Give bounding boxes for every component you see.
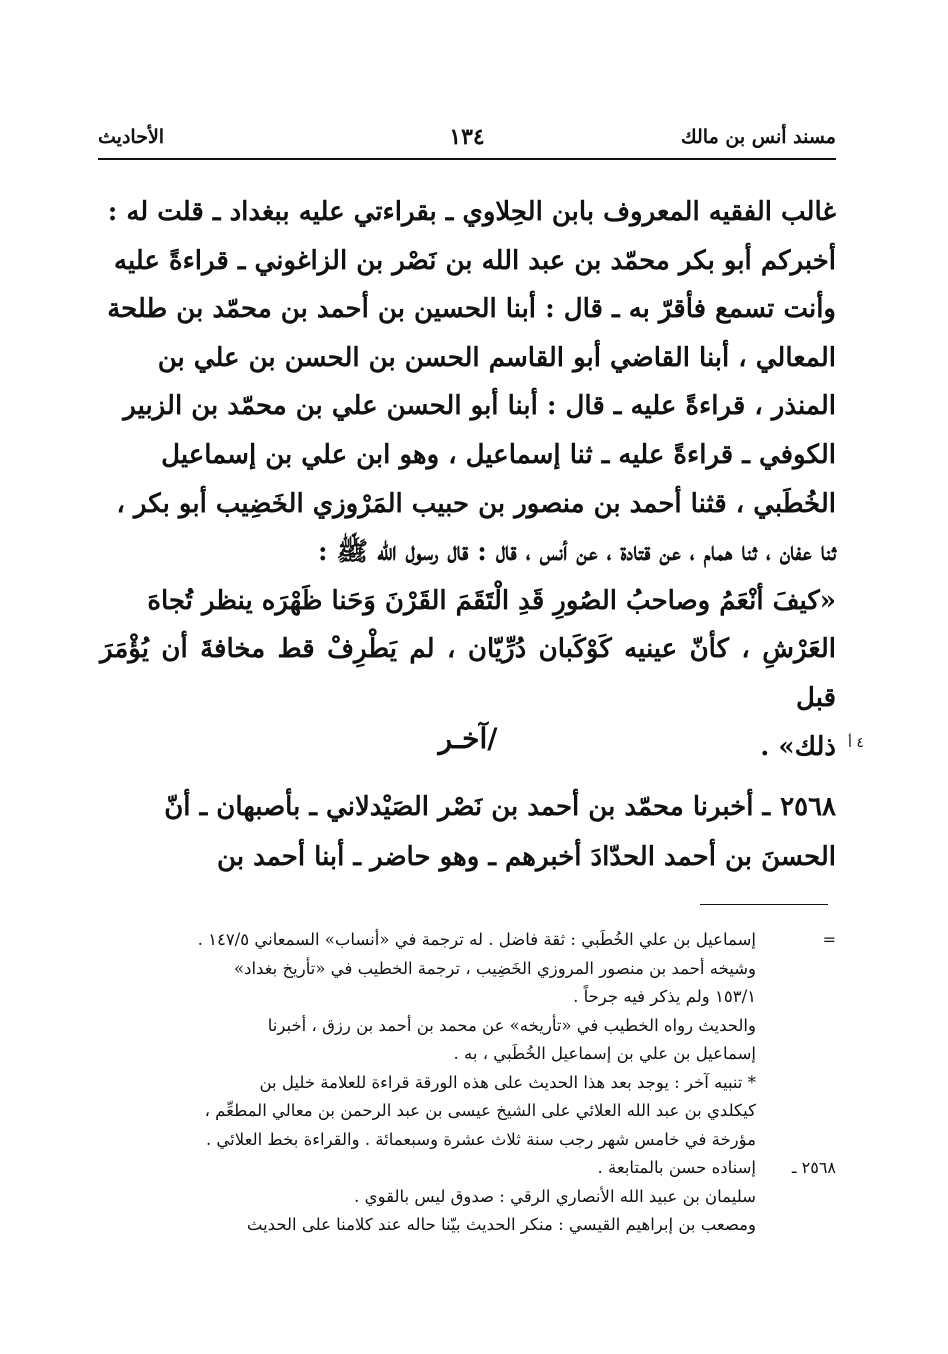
footnote-text — [98, 926, 756, 1154]
footnote-line: إسناده حسن بالمتابعة . — [597, 1158, 756, 1177]
hadith-line: الحسنَ بن أحمد الحدّادَ أخبرهم ـ وهو حاضر ـ أبنا أحمد بن — [217, 842, 836, 872]
text-line: ذلك» . — [760, 731, 836, 762]
hadith-2568 — [100, 782, 836, 882]
footnote-continuation — [98, 926, 836, 1154]
book-title: مسند أنس بن مالك — [681, 126, 836, 148]
page-number: ١٣٤ — [449, 124, 485, 150]
footnote-line: ومصعب بن إبراهيم القيسي : منكر الحديث بيّنا حاله عند كلامنا على الحديث — [246, 1215, 756, 1234]
text-line: المنذر ، قراءةً عليه ـ قال : أبنا أبو الحسن علي بن محمّد بن الزبير — [123, 391, 836, 422]
hadith-number: ٢٥٦٨ — [780, 792, 836, 822]
footnotes — [98, 926, 836, 1240]
text-line: الكوفي ـ قراءةً عليه ـ ثنا إسماعيل ، وهو ابن علي بن إسماعيل — [161, 439, 836, 470]
text-line: «كيفَ أنْعَمُ وصاحبُ الصُورِ قَدِ الْتَقَمَ القَرْنَ وَحَنا ظَهْرَه ينظر تُجاهَ — [147, 585, 836, 616]
text-line: وأنت تسمع فأقرّ به ـ قال : أبنا الحسين بن أحمد بن محمّد بن طلحة — [107, 294, 836, 325]
footnote-line: إسماعيل بن علي بن إسماعيل الخُطَبي ، به . — [453, 1044, 756, 1063]
footnote-line: * تنبيه آخر : يوجد بعد هذا الحديث على هذه الورقة قراءة للعلامة خليل بن — [259, 1072, 756, 1092]
footnote-line: وشيخه أحمد بن منصور المروزي الخَضِيب ، ترجمة الخطيب في «تأريخ بغداد» — [234, 958, 756, 978]
footnote-line: كيكلدي بن عبد الله العلائي على الشيخ عيسى بن عبد الرحمن بن معالي المطعِّم ، — [204, 1101, 756, 1120]
page-header — [98, 122, 836, 156]
footnote-line: سليمان بن عبيد الله الأنصاري الرقي : صدوق ليس بالقوي . — [354, 1186, 756, 1206]
footnote-line: مؤرخة في خامس شهر رجب سنة ثلاث عشرة وسبعمائة . والقراءة بخط العلائي . — [205, 1129, 756, 1149]
footnote-line: والحديث رواه الخطيب في «تأريخه» عن محمد بن أحمد بن رزق ، أخبرنا — [267, 1015, 756, 1035]
text-line: العَرْشِ ، كأنّ عينيه كَوْكَبان دُرِّيّان ، لم يَطْرِفْ قط مخافةَ أن يُؤْمَرَ قبل — [100, 634, 836, 713]
text-line: أخبركم أبو بكر محمّد بن عبد الله بن نَصْر بن الزاغوني ـ قراءةً عليه — [114, 245, 836, 276]
hadith-text: ـ أخبرنا محمّد بن أحمد بن نَصْر الصَيْدلاني ـ بأصبهان ـ أنّ — [164, 792, 771, 822]
text-line: المعالي ، أبنا القاضي أبو القاسم الحسن بن الحسن بن علي بن — [157, 342, 836, 373]
footnote-2568 — [98, 1154, 836, 1240]
text-line: الخُطَبي ، قثنا أحمد بن منصور بن حبيب المَرْوزي الخَضِيب أبو بكر ، — [116, 488, 836, 519]
text-line: ثنا عفان ، ثنا همام ، عن قتادة ، عن أنس ، قال : قال رسول الله ﷺ : — [318, 537, 836, 568]
footnote-number: ٢٥٦٨ ـ — [791, 1158, 836, 1177]
margin-folio-note: ٤ أ — [848, 735, 864, 751]
section-title: الأحاديث — [98, 126, 165, 148]
footnote-mark: = — [822, 930, 836, 949]
text-line: غالب الفقيه المعروف بابن الحِلاوي ـ بقراءتي عليه ببغداد ـ قلت له : — [107, 197, 836, 227]
footnote-rule — [700, 904, 828, 905]
hadith-line — [100, 782, 836, 832]
footnote-line: ١٥٣/١ ولم يذكر فيه جرحاً . — [573, 987, 756, 1006]
main-text — [100, 188, 836, 771]
header-rule — [98, 158, 836, 160]
other-marker: /آخـر — [438, 722, 498, 755]
footnote-line: إسماعيل بن علي الخُطَبي : ثقة فاضل . له ترجمة في «أنساب» السمعاني ١٤٧/٥ . — [197, 930, 756, 949]
footnote-text — [98, 1154, 756, 1240]
